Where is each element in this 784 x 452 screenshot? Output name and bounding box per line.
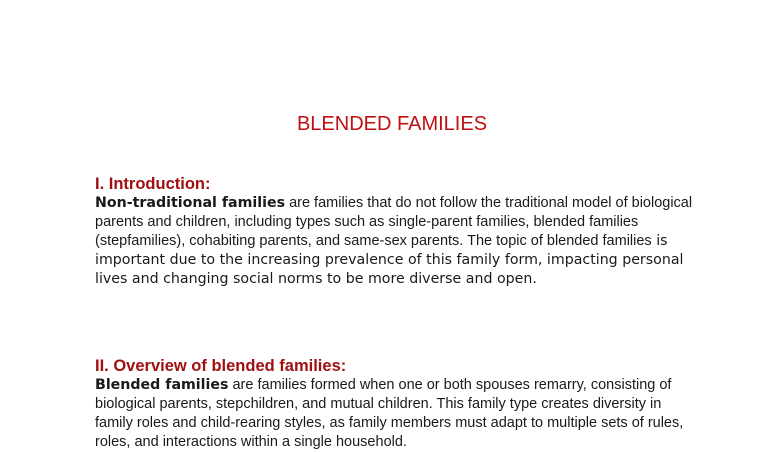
section-body-overview [95,376,695,452]
intro-text-part-1: are families that do not follow the traditional model of biological parents and children, including types such as single-parent families, blended families (stepfamilies), cohabiting parents, and same-sex parents. The topic of [95,195,693,249]
section-overview [95,356,695,452]
term-non-traditional-families: Non-traditional families [95,195,286,211]
section-body-introduction [95,194,695,289]
page-title: BLENDED FAMILIES [296,113,488,135]
section-introduction [95,174,695,289]
intro-text-part-2: is important due to the increasing prevalence of this family form, impacting personal lives and changing social norms to be more diverse and open. [95,233,684,287]
section-heading-overview: II. Overview of blended families: [95,357,347,375]
overview-text: are families formed when one or both spouses remarry, consisting of biological parents, stepchildren, and mutual children. This family type creates diversity in family roles and child-rearing styles, as family members must adapt to multiple sets of rules, roles, and interactions within a single household. [95,377,684,450]
section-heading-introduction: I. Introduction: [95,175,211,193]
term-blended-families-bold: Blended families [95,377,229,393]
term-blended-families: blended families [546,233,652,249]
